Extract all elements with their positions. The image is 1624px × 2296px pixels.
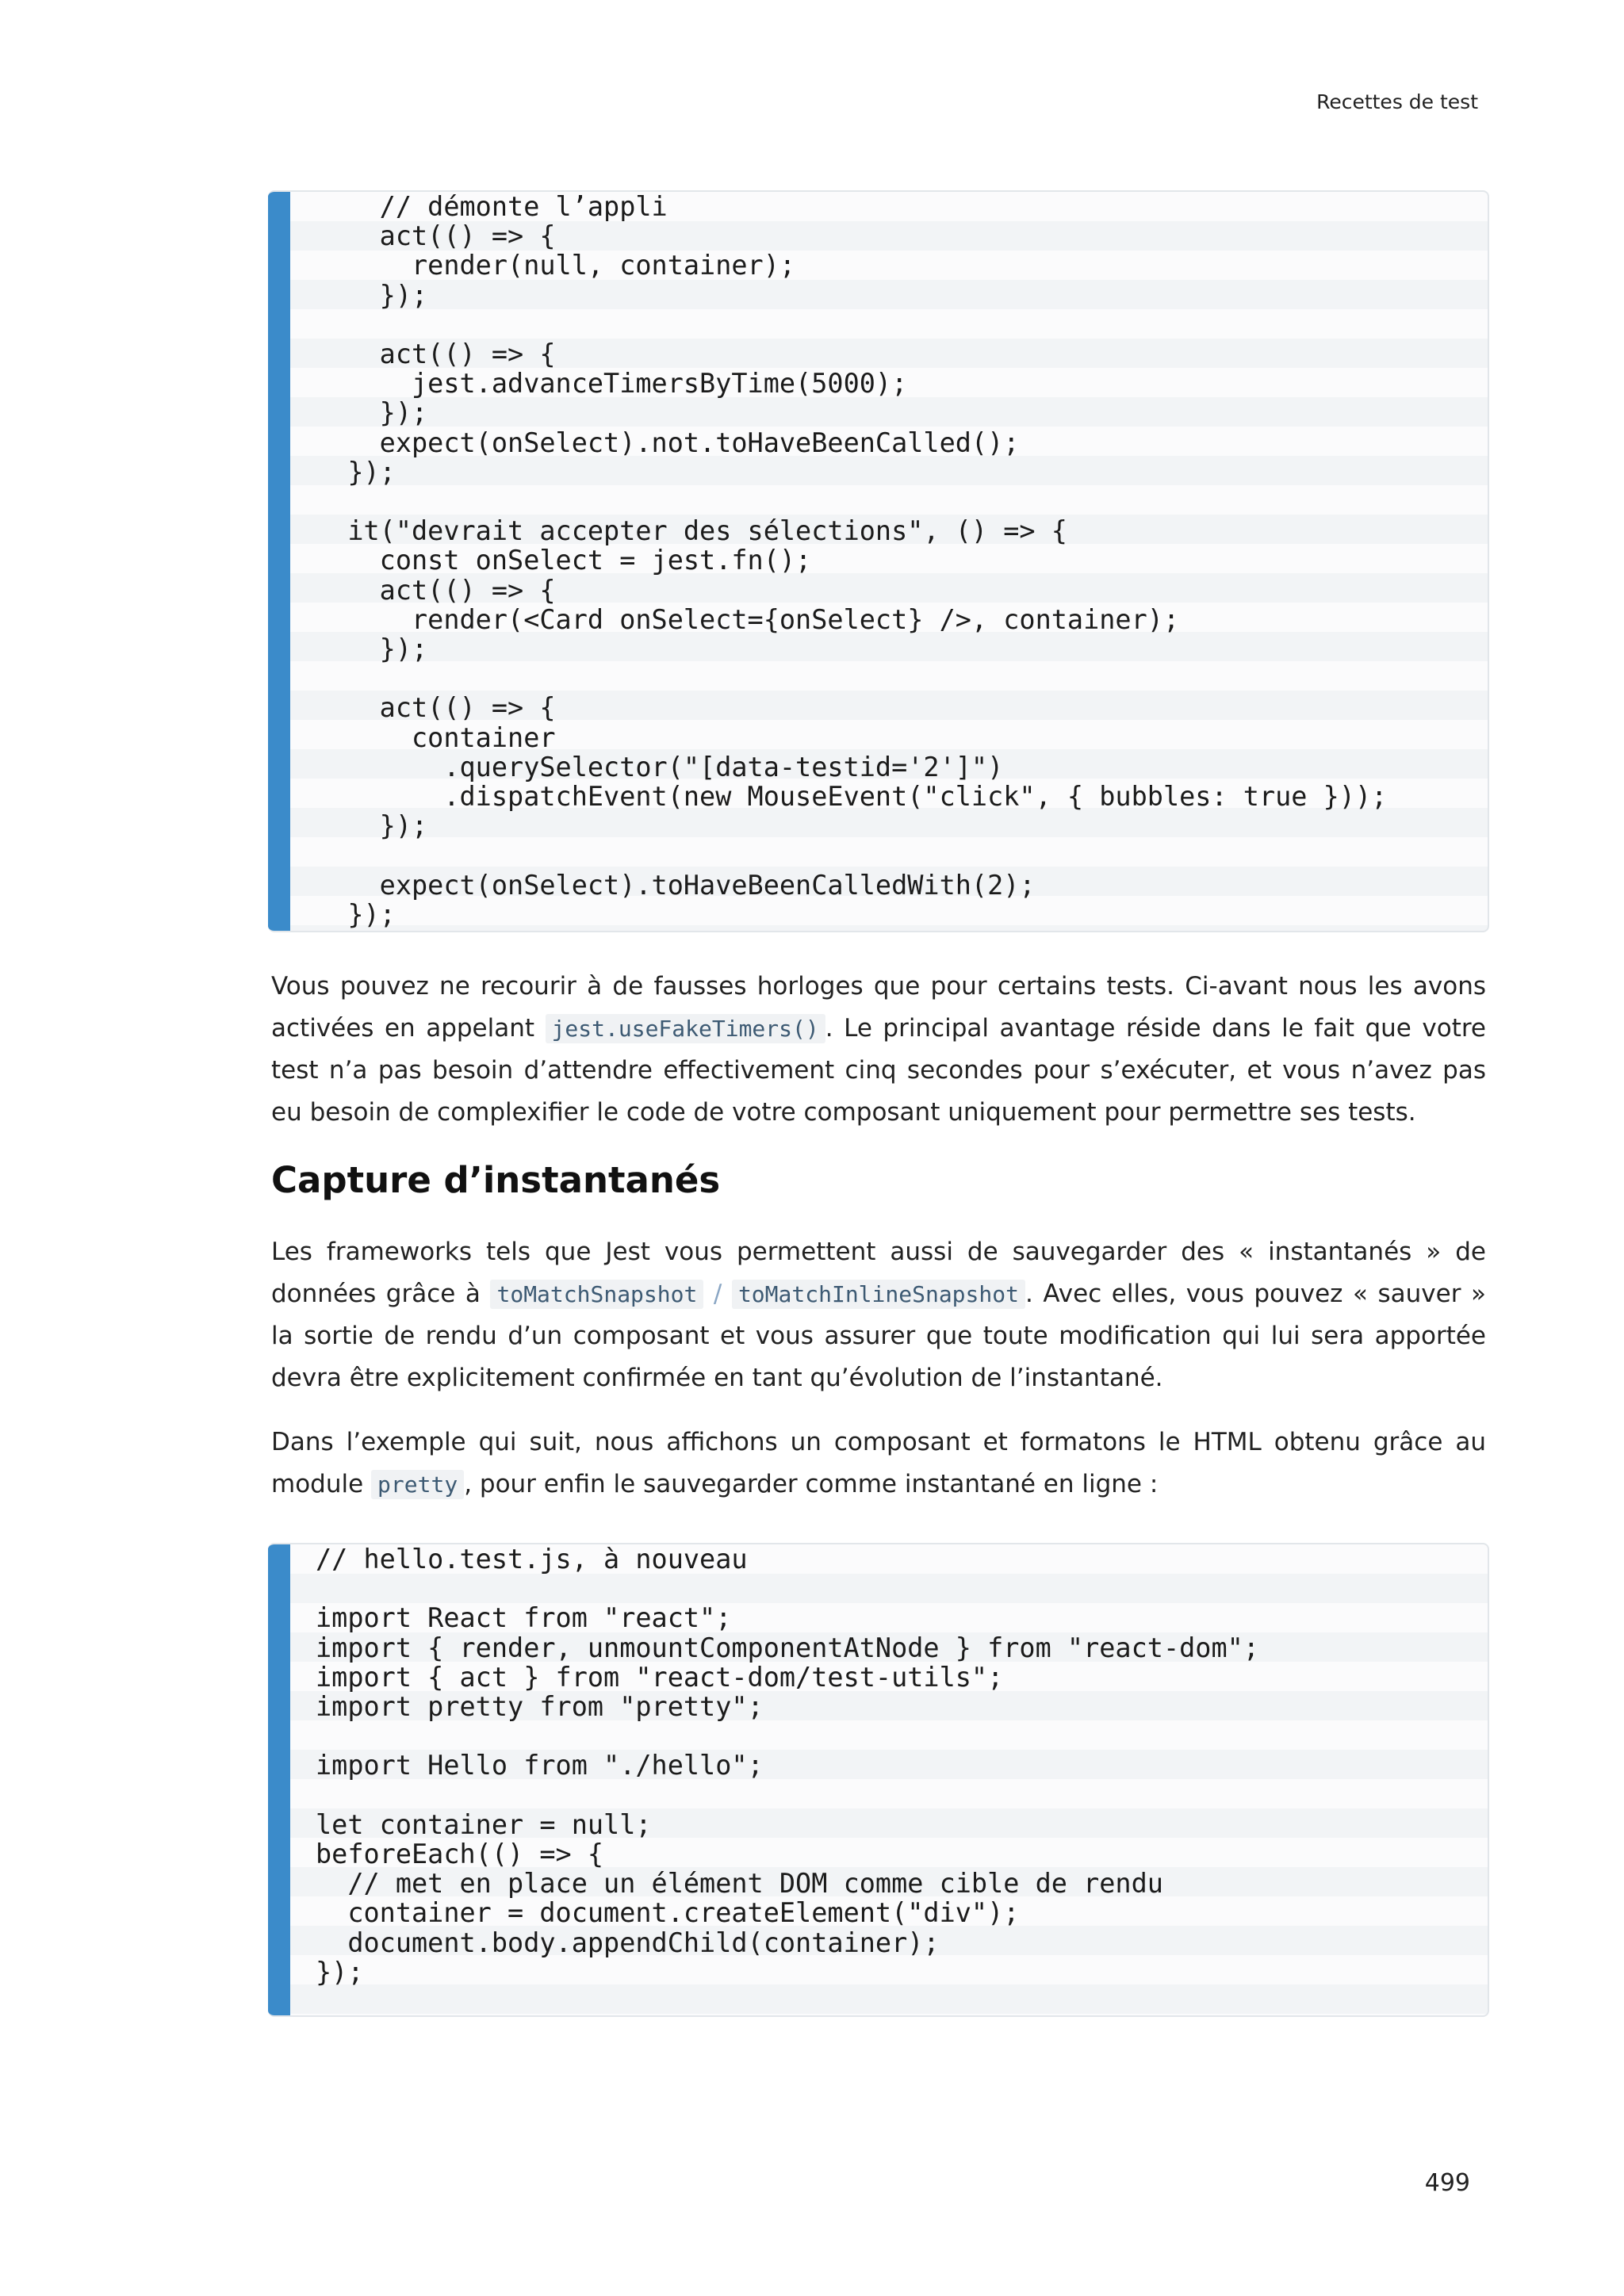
inline-code: jest.useFakeTimers() bbox=[546, 1014, 825, 1043]
running-header: Recettes de test bbox=[1316, 90, 1478, 113]
paragraph bbox=[271, 1422, 1486, 1506]
section-title: Capture d’instantanés bbox=[271, 1159, 721, 1201]
code-content: // démonte l’appli act(() => { render(null, container); }); act(() => { jest.advanceTimersByTime(5000); }); expect(onSelect).not.toHaveBeenCalled(); }); it("devrait accepter des sélections", () => { const onSelect = jest.fn(); act(() => { render(<Card onSelect={onSelect} />, container); }); act(() => { container .querySelector("[data-testid='2']") .dispatchEvent(new MouseEvent("click", { bubbles: true })); }); expect(onSelect).toHaveBeenCalledWith(2); }); bbox=[347, 191, 1388, 930]
inline-code: toMatchInlineSnapshot bbox=[732, 1280, 1025, 1309]
code-block bbox=[268, 190, 1489, 932]
paragraph bbox=[271, 1231, 1486, 1399]
inline-code: pretty bbox=[371, 1470, 464, 1499]
code-block bbox=[268, 1543, 1489, 2017]
paragraph-text: . Le principal avantage réside dans le fait que votre test n’a pas besoin d’attendre effectivement cinq secondes pour s’exécuter, et vous n’avez pas eu besoin de complexifier le code de votre composant uniquement pour permettre ses tests. bbox=[271, 1013, 1486, 1127]
paragraph-text: Les frameworks tels que Jest vous permettent aussi de sauvegarder des « instantanés » de données grâce à bbox=[271, 1238, 1486, 1308]
paragraph-text: Vous pouvez ne recourir à de fausses horloges que pour certains tests. Ci-avant nous les avons activées en appelant bbox=[271, 972, 1486, 1043]
page-number: 499 bbox=[1424, 2169, 1470, 2197]
inline-code: toMatchSnapshot bbox=[490, 1280, 703, 1309]
paragraph bbox=[271, 966, 1486, 1133]
code-content: // hello.test.js, à nouveau import React from "react"; import { render, unmountComponentAtNode } from "react-dom"; import { act } from "react-dom/test-utils"; import pretty from "pretty"; import Hello from "./hello"; let container = null; beforeEach(() => { // met en place un élément DOM comme cible de rendu container = document.createElement("div"); document.body.appendChild(container); }); bbox=[316, 1544, 1259, 1988]
paragraph-text: Dans l’exemple qui suit, nous affichons un composant et formatons le HTML obtenu grâce au module bbox=[271, 1428, 1486, 1498]
separator: / bbox=[703, 1279, 732, 1308]
paragraph-text: , pour enfin le sauvegarder comme instantané en ligne : bbox=[464, 1469, 1159, 1498]
paragraph-text: . Avec elles, vous pouvez « sauver » la sortie de rendu d’un composant et vous assurer que toute modification qui lui sera apportée devra être explicitement confirmée en tant qu’évolution de l’instantané. bbox=[271, 1279, 1487, 1392]
